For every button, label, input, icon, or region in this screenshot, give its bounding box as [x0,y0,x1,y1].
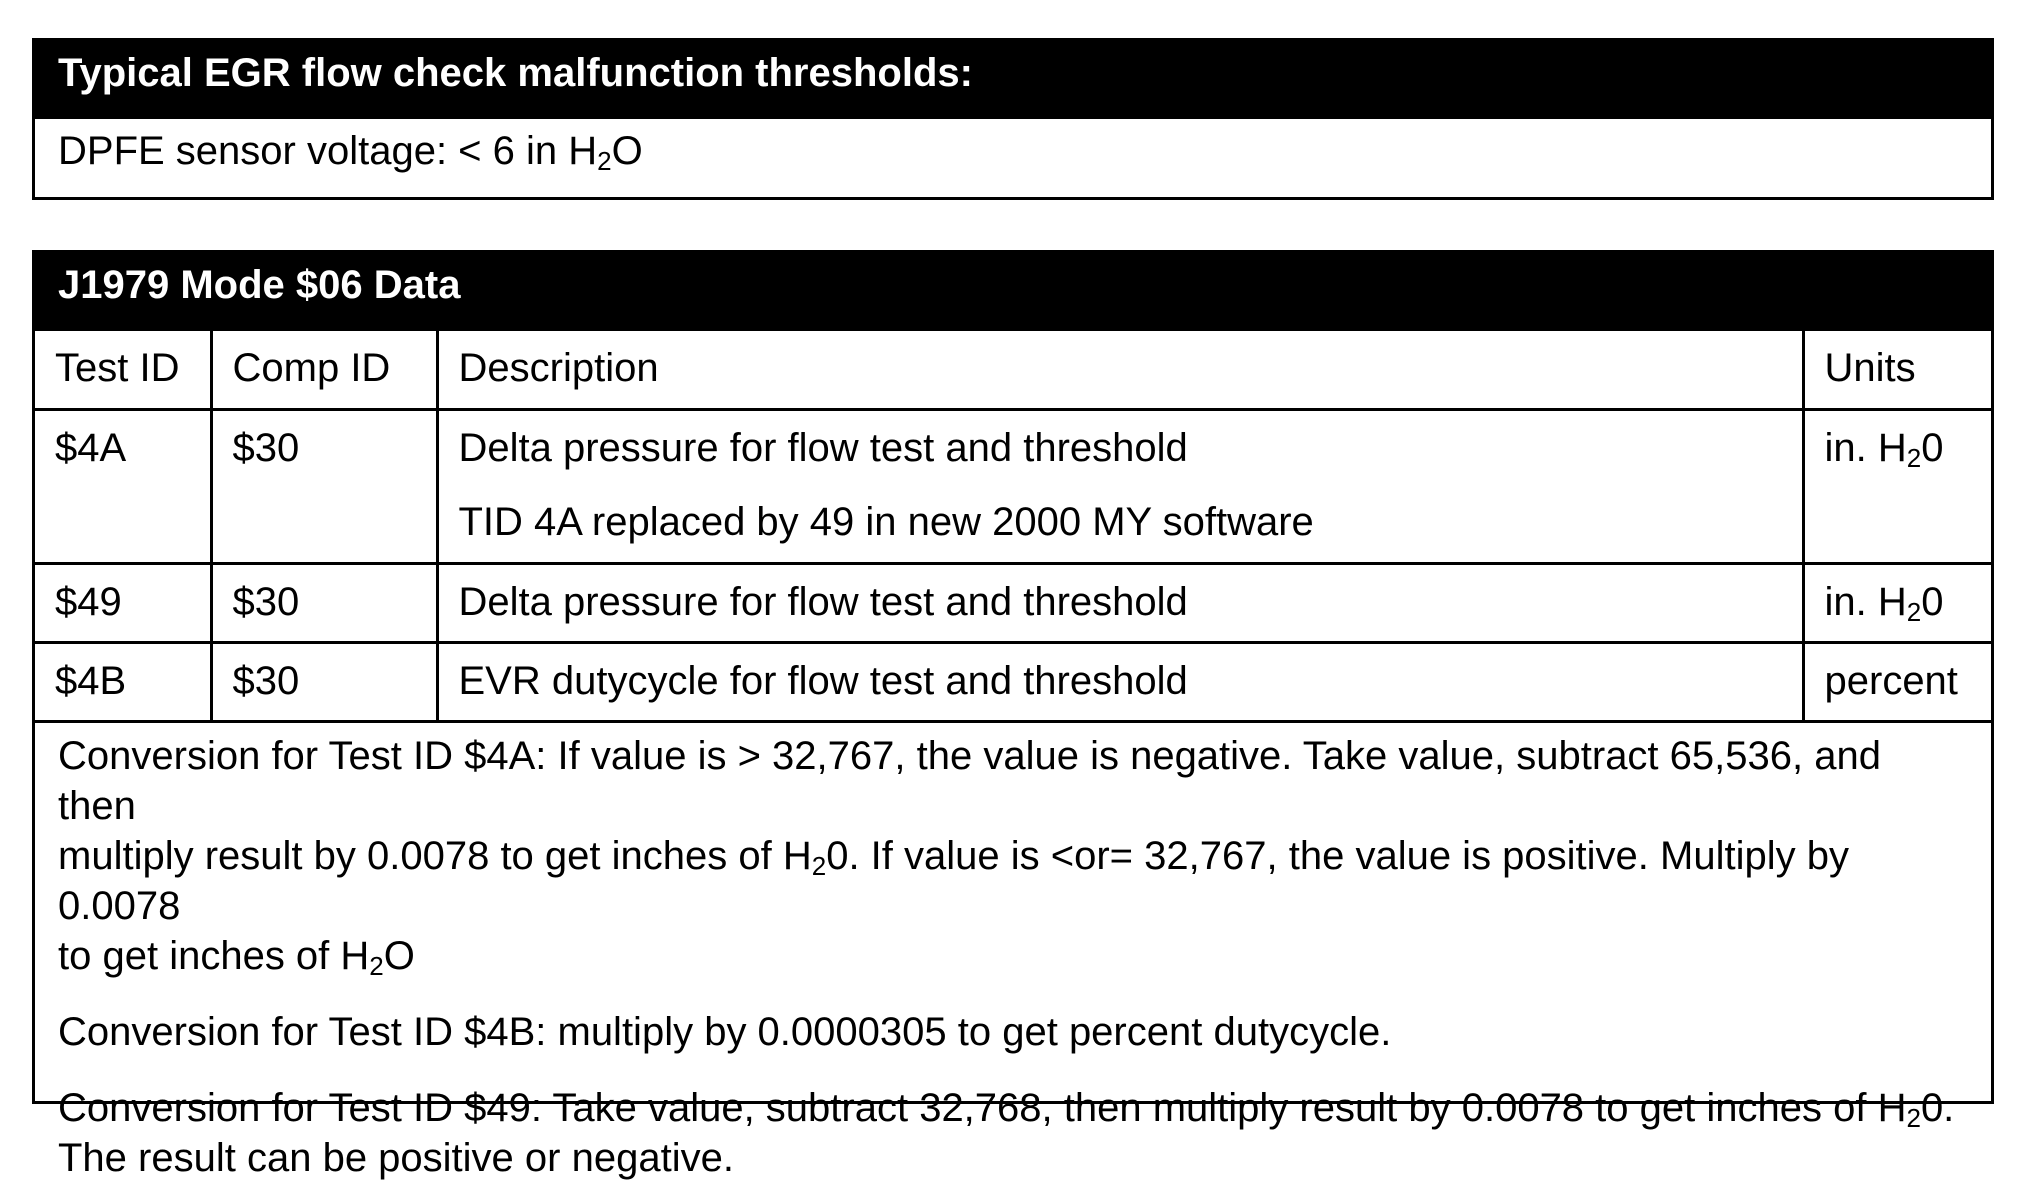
note-text: 0. If value is <or= 32,767, the value is positive. Multiply by 0.0078 [58,833,1849,928]
subscript: 2 [1906,596,1922,627]
note-text: Conversion for Test ID $49: Take value, subtract 32,768, then multiply result by 0.0078 to get inches of H [58,1085,1907,1130]
description-note: TID 4A replaced by 49 in new 2000 MY software [458,499,1314,544]
table-row [35,642,1991,721]
note-line [58,831,1968,931]
units-text: in. H [1824,425,1907,470]
note-text: to get inches of H [58,933,370,978]
thresholds-title: Typical EGR flow check malfunction thresholds: [35,41,1991,119]
note-line [58,931,1968,981]
subscript: 2 [1906,1102,1921,1133]
comp-id-cell: $30 [211,563,437,642]
note-line [58,1083,1968,1133]
note-text: O [383,933,415,978]
test-id-cell: $4B [35,642,211,721]
comp-id-cell: $30 [211,642,437,721]
test-id-cell: $49 [35,563,211,642]
units-cell [1803,642,1991,721]
conversion-notes [35,723,1991,1183]
column-header-description: Description [437,331,1803,409]
comp-id-cell: $30 [211,409,437,563]
subscript: 2 [811,850,827,881]
units-cell [1803,563,1991,642]
table-header-row [35,331,1991,409]
conversion-note-4b: Conversion for Test ID $4B: multiply by 0.0000305 to get percent dutycycle. [58,1009,1392,1054]
subscript: 2 [369,950,384,981]
units-cell [1803,409,1991,563]
column-header-comp-id: Comp ID [211,331,437,409]
units-text: percent [1824,658,1958,703]
conversion-note-49 [58,1083,1968,1183]
table-row [35,563,1991,642]
note-line: Conversion for Test ID $4A: If value is > 32,767, the value is negative. Take value, subtract 65,536, and then [58,733,1881,828]
units-text-end: 0 [1921,579,1944,624]
subscript: 2 [597,146,612,176]
units-text: in. H [1824,579,1907,624]
dpfe-threshold-line [35,119,1991,179]
note-text: multiply result by 0.0078 to get inches of H [58,833,812,878]
mode06-table [35,331,1991,723]
description-cell [437,409,1803,563]
test-id-cell: $4A [35,409,211,563]
table-row [35,409,1991,563]
column-header-units: Units [1803,331,1991,409]
description-cell: Delta pressure for flow test and threshold [437,563,1803,642]
dpfe-text: DPFE sensor voltage: < 6 in H [58,129,598,173]
note-line: The result can be positive or negative. [58,1135,734,1180]
mode06-title: J1979 Mode $06 Data [35,253,1991,331]
description-cell: EVR dutycycle for flow test and threshold [437,642,1803,721]
mode06-box [32,250,1994,1180]
conversion-note-4a [58,731,1968,981]
column-header-test-id: Test ID [35,331,211,409]
description-text: Delta pressure for flow test and threshold [458,425,1188,470]
thresholds-box [32,38,1994,200]
subscript: 2 [1906,442,1922,473]
dpfe-text-end: O [611,129,643,173]
units-text-end: 0 [1921,425,1944,470]
note-text: 0. [1920,1085,1955,1130]
